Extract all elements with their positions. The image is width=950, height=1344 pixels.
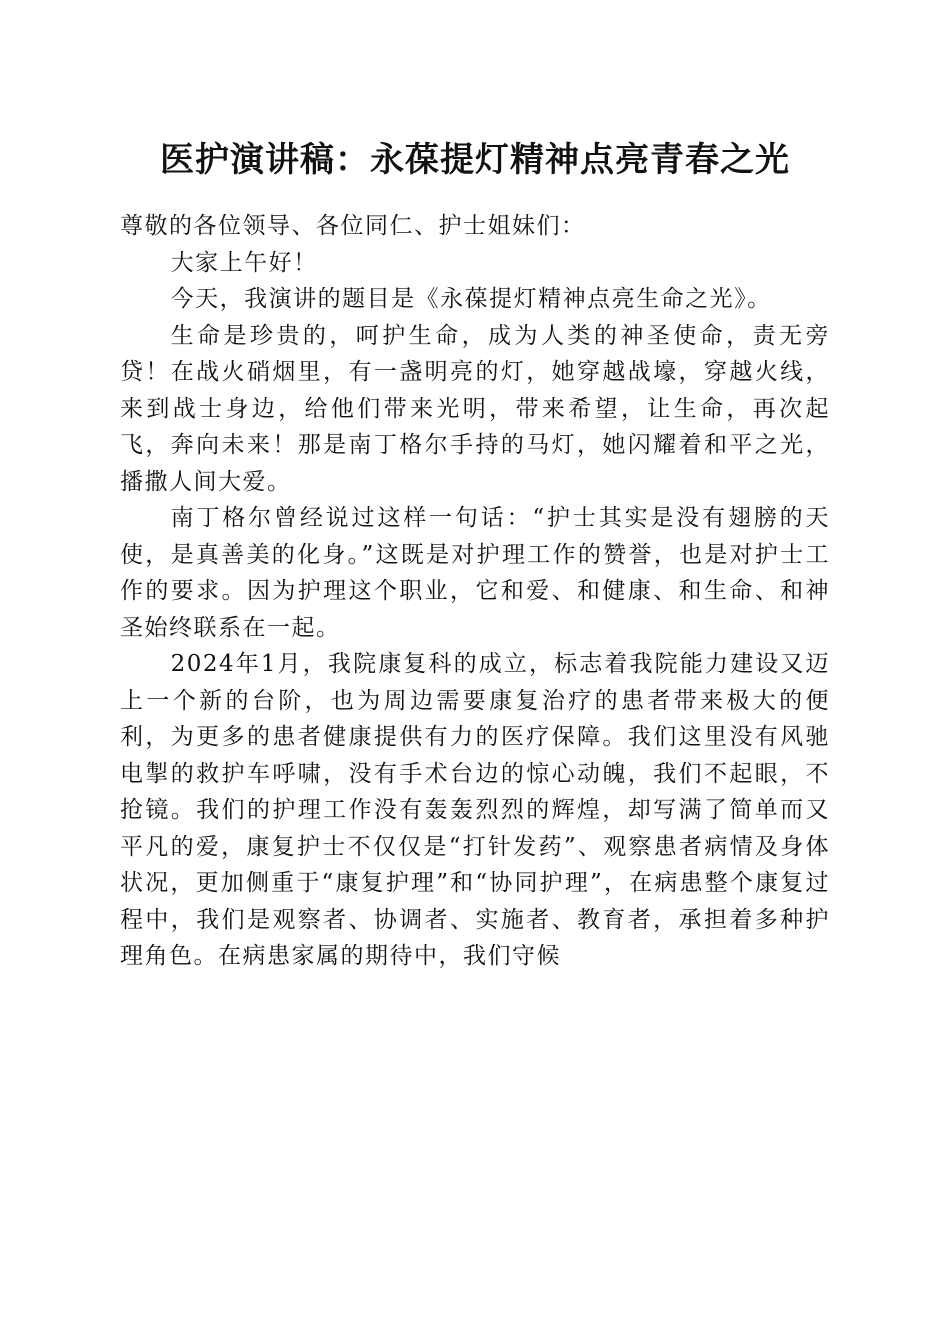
greeting-paragraph: 大家上午好！ <box>170 249 318 276</box>
page-title: 医护演讲稿：永葆提灯精神点亮青春之光 <box>160 140 790 180</box>
body-paragraph: 生命是珍贵的，呵护生命，成为人类的神圣使命，责无旁贷！在战火硝烟里，有一盏明亮的灯，她穿越战壕，穿越火线，来到战士身边，给他们带来光明，带来希望，让生命，再次起飞，奔向未来！那是南丁格尔手持的马灯，她闪耀着和平之光，播撒人间大爱。 <box>120 322 830 495</box>
speech-body <box>120 208 830 975</box>
salutation-paragraph: 尊敬的各位领导、各位同仁、护士姐妹们： <box>120 213 586 239</box>
body-paragraph: 2024年1月，我院康复科的成立，标志着我院能力建设又迈上一个新的台阶，也为周边需要康复治疗的患者带来极大的便利，为更多的患者健康提供有力的医疗保障。我们这里没有风驰电掣的救护车呼啸，没有手术台边的惊心动魄，我们不起眼，不抢镜。我们的护理工作没有轰轰烈烈的辉煌，却写满了简单而又平凡的爱，康复护士不仅仅是“打针发药”、观察患者病情及身体状况，更加侧重于“康复护理”和“协同护理”，在病患整个康复过程中，我们是观察者、协调者、实施者、教育者，承担着多种护理角色。在病患家属的期待中，我们守候 <box>120 651 830 969</box>
body-paragraph: 南丁格尔曾经说过这样一句话：“护士其实是没有翅膀的天使，是真善美的化身。”这既是对护理工作的赞誉，也是对护士工作的要求。因为护理这个职业，它和爱、和健康、和生命、和神圣始终联系在一起。 <box>120 505 830 641</box>
topic-paragraph: 今天，我演讲的题目是《永葆提灯精神点亮生命之光》。 <box>170 286 772 312</box>
